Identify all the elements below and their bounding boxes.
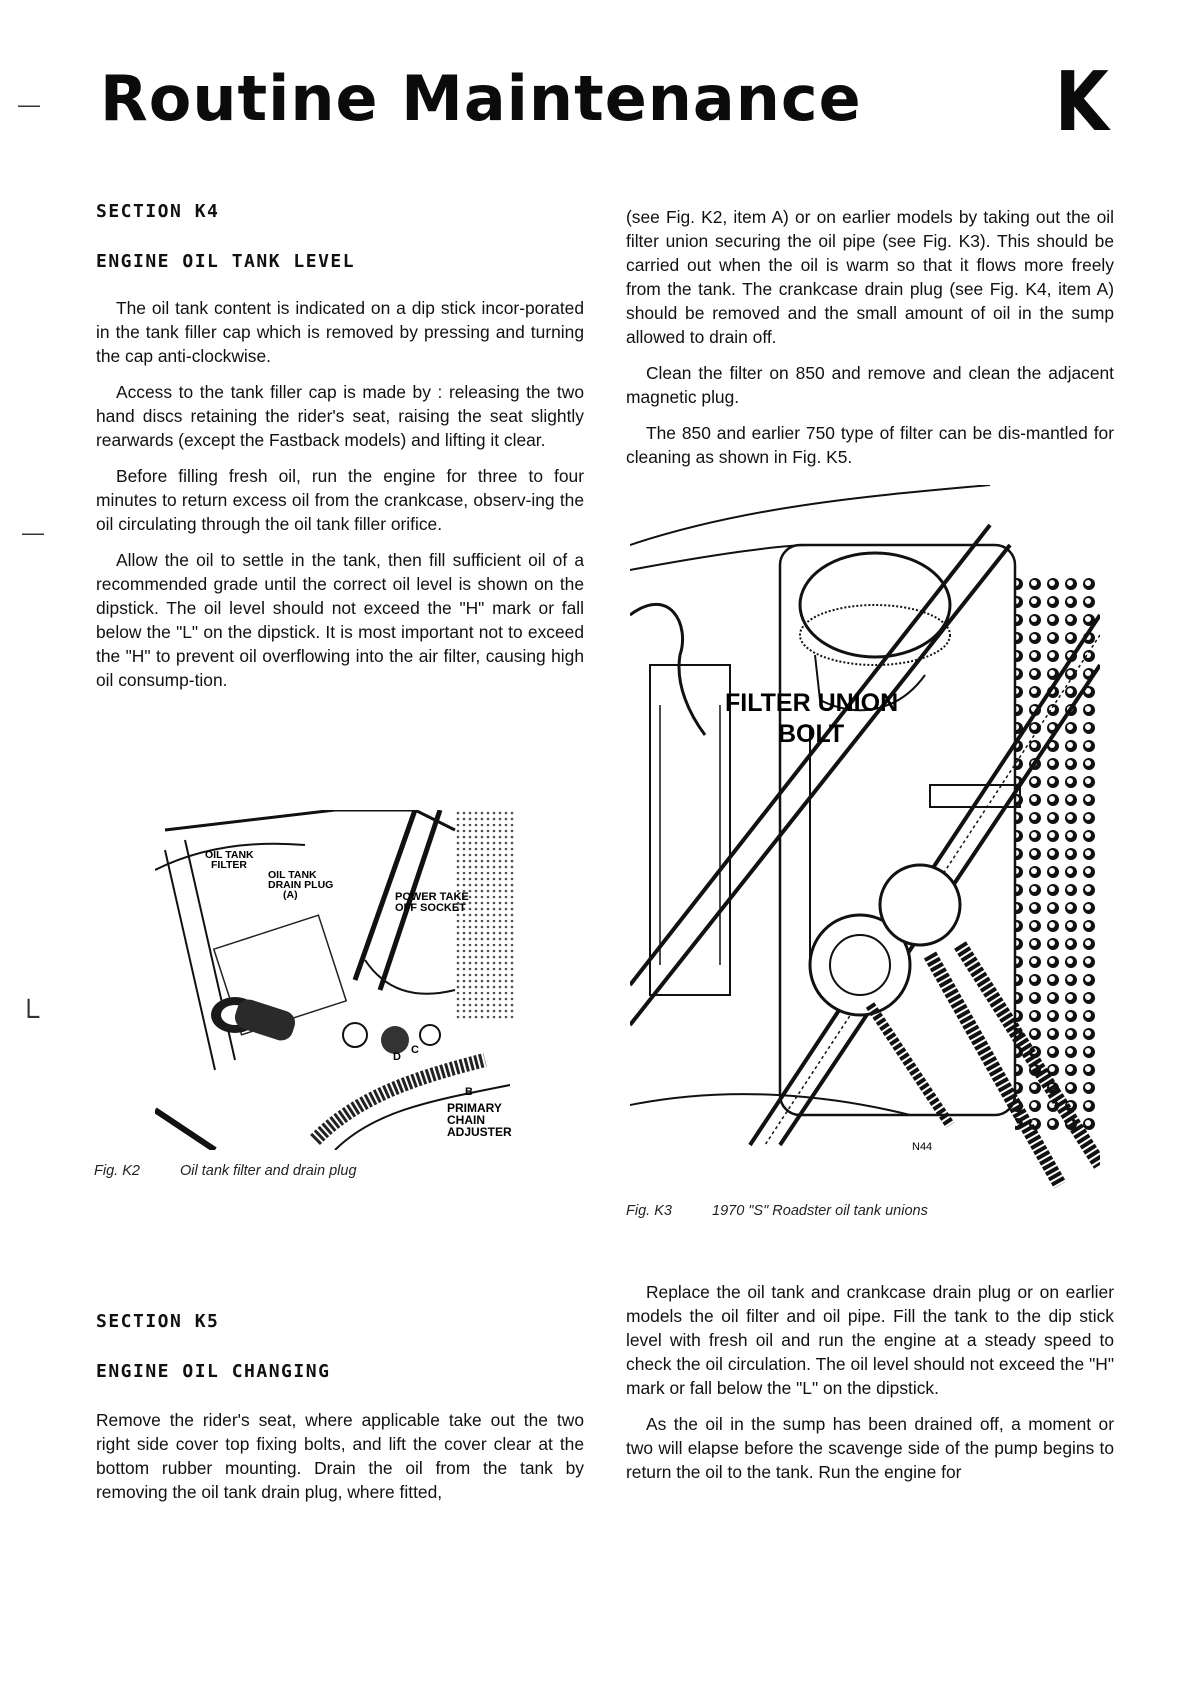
k2-callout-chain-1: PRIMARY [447,1101,502,1115]
k2-callout-chain-2: CHAIN [447,1113,485,1127]
left-column-bottom [96,1310,584,1516]
scan-mark-left-mid: ― [22,520,44,545]
k2-callout-drain-2: DRAIN PLUG [268,879,334,891]
fig-k3-caption-text: 1970 "S" Roadster oil tank unions [712,1203,928,1219]
fig-k2-illustration [155,810,520,1150]
k2-callout-b: B [465,1086,473,1098]
k4-heading: ENGINE OIL TANK LEVEL [96,251,356,272]
fig-k3-label: Fig. K3 [626,1203,672,1219]
fig-k2-caption [94,1163,357,1179]
k5-heading: ENGINE OIL CHANGING [96,1361,331,1382]
k4-paragraph-3: Before filling fresh oil, run the engine for three to four minutes to return excess oil from the crankcase, observ-ing the oil circulating through the oil tank filler orifice. [96,466,584,534]
right-bottom-paragraph-2: As the oil in the sump has been drained off, a moment or two will elapse before the scavenge side of the pump begins to return the oil to the tank. Run the engine for [626,1414,1114,1482]
k3-callout-filter-union: FILTER UNION [725,689,899,717]
right-paragraph-3: The 850 and earlier 750 type of filter can be dis-mantled for cleaning as shown in Fig. K5. [626,423,1114,467]
fig-k2-label: Fig. K2 [94,1163,140,1179]
right-paragraph-1: (see Fig. K2, item A) or on earlier models by taking out the oil filter union securing the oil pipe (see Fig. K3). This should be carried out when the oil is warm so that it flows more freely from the tank. The crankcase drain plug (see Fig. K4, item A) should be removed and the small amount of oil in the sump allowed to drain off. [626,207,1114,347]
fig-k2-caption-text: Oil tank filter and drain plug [180,1163,357,1179]
scan-mark-top-left: ― [18,92,40,117]
right-paragraph-2: Clean the filter on 850 and remove and clean the adjacent magnetic plug. [626,363,1114,407]
k2-callout-c: C [411,1044,419,1056]
k2-callout-drain-3: (A) [283,889,298,901]
fig-k3-illustration [630,485,1100,1190]
section-k4-label: SECTION K4 [96,201,220,222]
k2-callout-filter: FILTER [211,859,247,871]
left-column-top [96,200,584,704]
k4-paragraph-4: Allow the oil to settle in the tank, then fill sufficient oil of a recommended grade until the correct oil level is shown on the dipstick. The oil level should not exceed the "H" mark or fall below the "L" on the dipstick. It is most important not to exceed the "H" to prevent oil overflowing into the air filter, causing high oil consump-tion. [96,550,584,690]
k2-callout-d: D [393,1051,401,1063]
fig-k3-caption [626,1203,928,1219]
right-column-top [626,205,1114,481]
k2-callout-chain-3: ADJUSTER [447,1125,512,1139]
section-k5-label: SECTION K5 [96,1311,220,1332]
k5-paragraph-1: Remove the rider's seat, where applicable take out the two right side cover top fixing bolts, and lift the cover clear at the bottom rubber mounting. Drain the oil from the tank by removing the oil tank drain plug, where fitted, [96,1410,584,1502]
k2-callout-pto-1: POWER TAKE [395,891,469,903]
k3-callout-bolt: BOLT [778,720,845,748]
scan-mark-left-low: └ [18,1000,40,1033]
k3-ref-number: N44 [912,1141,933,1153]
k4-paragraph-2: Access to the tank filler cap is made by : releasing the two hand discs retaining the rider's seat, raising the seat slightly rearwards (except the Fastback models) and lifting it clear. [96,382,584,450]
k2-callout-pto-2: OFF SOCKET [395,902,466,914]
right-bottom-paragraph-1: Replace the oil tank and crankcase drain plug or on earlier models the oil filter and oil pipe. Fill the tank to the dip stick level with fresh oil and run the engine at a steady speed to check the oil circulation. The oil level should not exceed the "H" mark or fall below the "L" on the dipstick. [626,1282,1114,1398]
page-title: Routine Maintenance [100,62,862,135]
k2-callout-oil-tank: OIL TANK [205,849,254,861]
k2-callout-drain-1: OIL TANK [268,869,317,881]
k4-paragraph-1: The oil tank content is indicated on a dip stick incor-porated in the tank filler cap which is removed by pressing and turning the cap anti-clockwise. [96,298,584,366]
right-column-bottom [626,1280,1114,1496]
section-letter: K [1054,55,1109,150]
